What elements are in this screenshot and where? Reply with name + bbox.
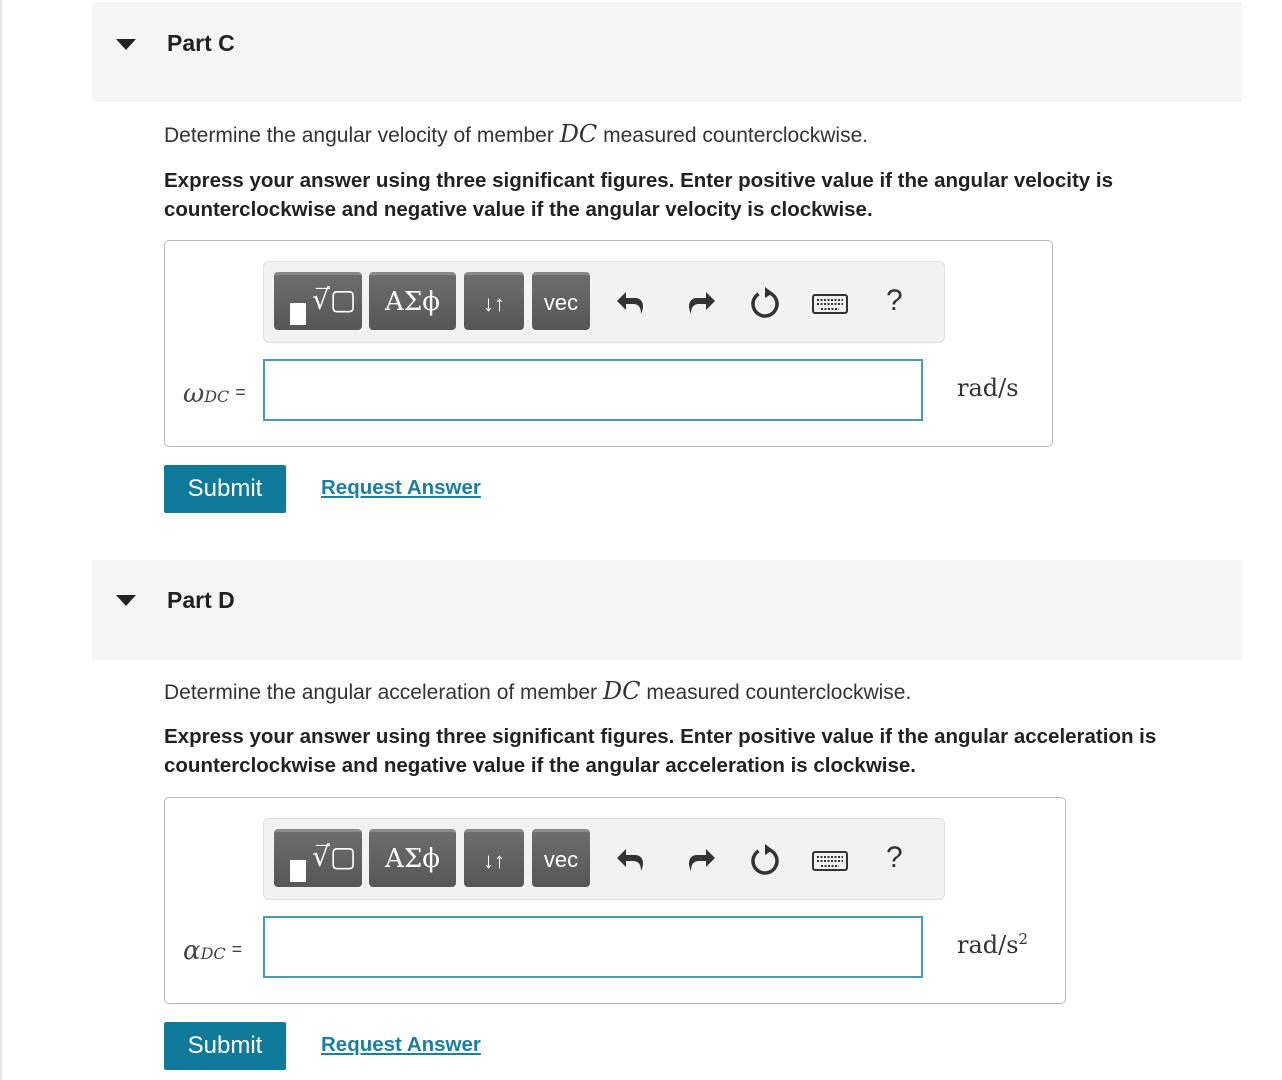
templates-icon: [290, 860, 306, 882]
left-border: [0, 0, 2, 1080]
submit-button[interactable]: Submit: [164, 465, 286, 513]
greek-symbols-button[interactable]: ΑΣϕ: [369, 272, 456, 330]
math-toolbar: [263, 261, 945, 343]
help-button[interactable]: ?: [886, 284, 903, 317]
part-title: Part C: [167, 30, 235, 56]
keyboard-icon[interactable]: [812, 284, 848, 320]
instruction-text: Express your answer using three significant figures. Enter positive value if the angular acceleration is counterclockwise and negative value if the angular acceleration is clockwise.: [164, 725, 1157, 777]
field-label: αDC =: [183, 936, 243, 966]
redo-icon[interactable]: [681, 284, 719, 320]
unit-label: rad/s: [957, 374, 1019, 402]
help-button[interactable]: ?: [886, 841, 903, 874]
keyboard-icon[interactable]: [812, 841, 848, 877]
answer-input[interactable]: [263, 359, 923, 421]
question-text: Determine the angular velocity of member DC measured counterclockwise.: [164, 120, 869, 148]
templates-button[interactable]: [274, 272, 362, 330]
redo-icon[interactable]: [681, 841, 719, 877]
part-d-header[interactable]: [92, 560, 1242, 660]
sqrt-icon: √̅▢: [312, 283, 357, 316]
undo-icon[interactable]: [613, 841, 651, 877]
math-toolbar: [263, 818, 945, 900]
templates-button[interactable]: [274, 829, 362, 887]
field-label: ωDC =: [183, 379, 246, 409]
part-c-header[interactable]: [92, 2, 1242, 102]
part-title: Part D: [167, 587, 235, 613]
reset-icon[interactable]: [746, 841, 784, 877]
instruction-text: Express your answer using three significant figures. Enter positive value if the angular velocity is counterclockwise and negative value if the angular velocity is clockwise.: [164, 169, 1113, 221]
unit-label: rad/$s^2$: [957, 930, 1029, 959]
undo-icon[interactable]: [613, 284, 651, 320]
greek-symbols-button[interactable]: ΑΣϕ: [369, 829, 456, 887]
sqrt-icon: √̅▢: [312, 840, 357, 873]
answer-input[interactable]: [263, 916, 923, 978]
reset-icon[interactable]: [746, 284, 784, 320]
request-answer-link[interactable]: Request Answer: [321, 1033, 481, 1056]
submit-button[interactable]: Submit: [164, 1022, 286, 1070]
arrows-button[interactable]: ↓↑: [464, 272, 524, 330]
collapse-caret-icon[interactable]: [116, 39, 136, 50]
templates-icon: [290, 303, 306, 325]
question-text: Determine the angular acceleration of member DC measured counterclockwise.: [164, 677, 912, 705]
vector-button[interactable]: vec: [532, 829, 590, 887]
request-answer-link[interactable]: Request Answer: [321, 476, 481, 499]
arrows-button[interactable]: ↓↑: [464, 829, 524, 887]
answer-box: [164, 240, 1053, 447]
collapse-caret-icon[interactable]: [116, 595, 136, 606]
vector-button[interactable]: vec: [532, 272, 590, 330]
answer-box: [164, 797, 1066, 1004]
